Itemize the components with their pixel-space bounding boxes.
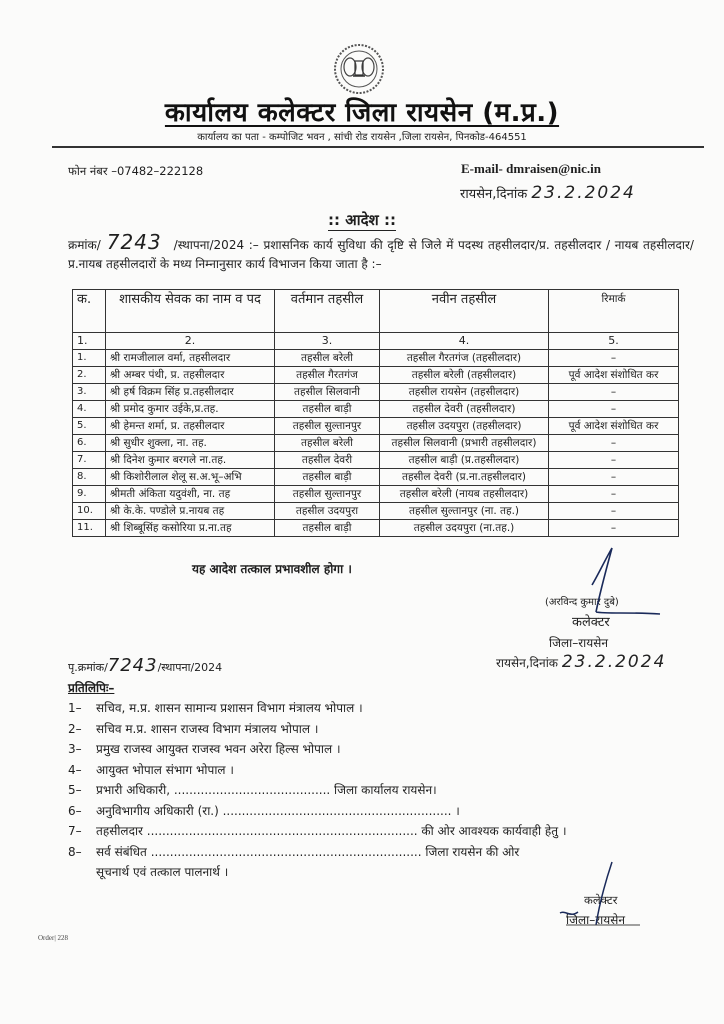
row-new-tehsil: तहसील बरेली (तहसीलदार) (380, 367, 549, 384)
row-name: श्री रामजीलाल वर्मा, तहसीलदार (106, 350, 275, 367)
row-new-tehsil: तहसील बरेली (नायब तहसीलदार) (380, 486, 549, 503)
copy-continuation: सूचनार्थ एवं तत्काल पालनार्थ । (96, 865, 229, 879)
endorsement-ref (68, 655, 222, 676)
row-serial: 3. (73, 384, 106, 401)
copy-item-text: सर्व संबंधित ....................................................................... जिला रायसेन की ओर (96, 844, 520, 859)
copy-item-text: प्रभारी अधिकारी, ......................................... जिला कार्यालय रायसेन। (96, 783, 437, 797)
endorsement-signatory-district: जिला–रायसेन (566, 913, 626, 927)
column-number: 1. (73, 333, 106, 350)
copy-item-text: तहसीलदार ....................................................................... की ओर आवश्यक कार्यवाही हेतु । (96, 824, 567, 838)
row-name: श्री प्रमोद कुमार उईके,प्र.तह. (106, 401, 275, 418)
effective-note: यह आदेश तत्काल प्रभावशील होगा । (192, 562, 352, 576)
table-row (73, 367, 679, 384)
table-row (73, 452, 679, 469)
copy-item-number: 2– (68, 721, 82, 736)
place-date-label: रायसेन,दिनांक (496, 656, 559, 670)
order-heading-text: :: आदेश :: (328, 211, 396, 229)
assignment-table (72, 289, 679, 537)
copy-item-number: 7– (68, 824, 82, 838)
row-remark: – (549, 486, 679, 503)
table-row (73, 401, 679, 418)
copy-item-number: 3– (68, 742, 82, 756)
office-address: कार्यालय का पता - कम्पोजिट भवन , सांची रोड रायसेन ,जिला रायसेन, पिनकोड-464551 (197, 132, 527, 143)
row-remark: – (549, 401, 679, 418)
list-item (68, 780, 688, 801)
row-current-tehsil: तहसील बाड़ी (275, 520, 380, 537)
row-new-tehsil: तहसील उदयपुरा (तहसीलदार) (380, 418, 549, 435)
header-new-tehsil: नवीन तहसील (380, 290, 549, 333)
column-number: 5. (549, 333, 679, 350)
row-serial: 2. (73, 367, 106, 384)
row-new-tehsil: तहसील गैरतगंज (तहसीलदार) (380, 350, 549, 367)
row-current-tehsil: तहसील देवरी (275, 452, 380, 469)
table-row (73, 486, 679, 503)
list-item (68, 739, 688, 760)
row-current-tehsil: तहसील बरेली (275, 435, 380, 452)
row-new-tehsil: तहसील देवरी (प्र.ना.तहसीलदार) (380, 469, 549, 486)
government-emblem-icon (333, 43, 385, 95)
list-item (68, 801, 688, 822)
row-remark: – (549, 384, 679, 401)
copy-item-number: 5– (68, 783, 82, 797)
copy-item-number: 4– (68, 762, 82, 777)
row-new-tehsil: तहसील रायसेन (तहसीलदार) (380, 384, 549, 401)
row-name: श्रीमती अंकिता यदुवंशी, ना. तह (106, 486, 275, 503)
row-name: श्री हेमन्त शर्मा, प्र. तहसीलदार (106, 418, 275, 435)
row-remark: – (549, 350, 679, 367)
row-current-tehsil: तहसील बरेली (275, 350, 380, 367)
order-date (460, 183, 636, 203)
order-ref-number: 7243 (106, 230, 162, 254)
row-serial: 5. (73, 418, 106, 435)
row-remark: पूर्व आदेश संशोधित कर (549, 418, 679, 435)
row-remark: – (549, 520, 679, 537)
order-intro (68, 230, 694, 274)
list-item (68, 821, 688, 842)
table-row (73, 350, 679, 367)
row-remark: पूर्व आदेश संशोधित कर (549, 367, 679, 384)
row-serial: 9. (73, 486, 106, 503)
place-date-label: रायसेन,दिनांक (460, 187, 528, 202)
row-remark: – (549, 469, 679, 486)
row-serial: 1. (73, 350, 106, 367)
row-name: श्री दिनेश कुमार बरगले ना.तह. (106, 452, 275, 469)
copy-heading: प्रतिलिपिः– (68, 681, 115, 695)
copy-list (68, 698, 688, 882)
row-name: श्री सुधीर शुक्ला, ना. तह. (106, 435, 275, 452)
copy-item-number: 8– (68, 844, 82, 859)
row-new-tehsil: तहसील सिलवानी (प्रभारी तहसीलदार) (380, 435, 549, 452)
row-new-tehsil: तहसील देवरी (तहसीलदार) (380, 401, 549, 418)
row-serial: 11. (73, 520, 106, 537)
row-new-tehsil: तहसील बाड़ी (प्र.तहसीलदार) (380, 452, 549, 469)
row-new-tehsil: तहसील सुल्तानपुर (ना. तह.) (380, 503, 549, 520)
endorsement-ref-prefix: पृ.क्रमांक/ (68, 661, 108, 674)
row-name: श्री के.के. पण्डोले प्र.नायब तह (106, 503, 275, 520)
column-number-row (73, 333, 679, 350)
table-row (73, 418, 679, 435)
row-serial: 6. (73, 435, 106, 452)
row-name: श्री शिब्बूसिंह कसोरिया प्र.ना.तह (106, 520, 275, 537)
row-current-tehsil: तहसील गैरतगंज (275, 367, 380, 384)
header-serial: क. (73, 290, 106, 333)
copy-item-text: सचिव म.प्र. शासन राजस्व विभाग मंत्रालय भोपाल । (96, 721, 319, 736)
table-row (73, 435, 679, 452)
email-address: E-mail- dmraisen@nic.in (461, 161, 601, 176)
handwritten-date: 23.2.2024 (531, 183, 636, 203)
row-name: श्री किशोरीलाल शेलू स.अ.भू–अभि (106, 469, 275, 486)
signatory-name: (अरविन्द कुमार दुबे) (545, 597, 619, 608)
row-current-tehsil: तहसील सुल्तानपुर (275, 486, 380, 503)
signatory-district: जिला–रायसेन (549, 636, 609, 650)
signatory-title: कलेक्टर (572, 615, 610, 630)
table-row (73, 503, 679, 520)
column-number: 3. (275, 333, 380, 350)
column-number: 2. (106, 333, 275, 350)
phone-number: फोन नंबर –07482–222128 (68, 164, 204, 178)
list-item (68, 719, 688, 740)
footer-code: Order| 228 (38, 934, 68, 942)
header-name: शासकीय सेवक का नाम व पद (106, 290, 275, 333)
row-serial: 7. (73, 452, 106, 469)
list-item (68, 760, 688, 781)
row-remark: – (549, 435, 679, 452)
endorsement-ref-suffix: /स्थापना/2024 (157, 661, 223, 674)
order-intro-text: प्रशासनिक कार्य सुविधा की दृष्टि से जिले में पदस्थ तहसीलदार/प्र. तहसीलदार / नायब तहसीलदार/प्र.नायब तहसीलदारों के मध्य निम्नानुसार कार्य विभाजन किया जाता है :– (68, 238, 694, 271)
table-row (73, 520, 679, 537)
copy-item-number: 6– (68, 803, 82, 818)
column-number: 4. (380, 333, 549, 350)
row-current-tehsil: तहसील बाड़ी (275, 401, 380, 418)
header-divider (52, 146, 704, 148)
order-heading (0, 210, 724, 230)
office-title: कार्यालय कलेक्टर जिला रायसेन (म.प्र.) (164, 98, 560, 128)
endorsement-ref-number: 7243 (107, 655, 158, 676)
table-row (73, 384, 679, 401)
endorsement-date (496, 652, 666, 672)
copy-item-text: अनुविभागीय अधिकारी (रा.) ............................................................ । (96, 803, 460, 818)
row-serial: 8. (73, 469, 106, 486)
copy-item-number: 1– (68, 701, 82, 715)
row-current-tehsil: तहसील उदयपुरा (275, 503, 380, 520)
row-current-tehsil: तहसील बाड़ी (275, 469, 380, 486)
handwritten-date: 23.2.2024 (561, 652, 667, 672)
table-header-row (73, 290, 679, 333)
copy-item-text: आयुक्त भोपाल संभाग भोपाल । (96, 762, 234, 777)
endorsement-signatory-title: कलेक्टर (584, 893, 618, 907)
copy-item-text: प्रमुख राजस्व आयुक्त राजस्व भवन अरेरा हिल्स भोपाल । (96, 742, 341, 756)
row-remark: – (549, 452, 679, 469)
list-item (68, 842, 688, 863)
row-current-tehsil: तहसील सुल्तानपुर (275, 418, 380, 435)
row-current-tehsil: तहसील सिलवानी (275, 384, 380, 401)
row-serial: 4. (73, 401, 106, 418)
row-name: श्री हर्ष विक्रम सिंह प्र.तहसीलदार (106, 384, 275, 401)
order-ref-suffix: /स्थापना/2024 :– (173, 238, 259, 252)
row-name: श्री अम्बर पंथी, प्र. तहसीलदार (106, 367, 275, 384)
copy-item-text: सचिव, म.प्र. शासन सामान्य प्रशासन विभाग मंत्रालय भोपाल । (96, 701, 363, 715)
row-serial: 10. (73, 503, 106, 520)
order-ref-prefix: क्रमांक/ (68, 238, 101, 252)
header-current-tehsil: वर्तमान तहसील (275, 290, 380, 333)
table-row (73, 469, 679, 486)
list-item (68, 698, 688, 719)
row-remark: – (549, 503, 679, 520)
header-remark: रिमार्क (549, 290, 679, 333)
row-new-tehsil: तहसील उदयपुरा (ना.तह.) (380, 520, 549, 537)
